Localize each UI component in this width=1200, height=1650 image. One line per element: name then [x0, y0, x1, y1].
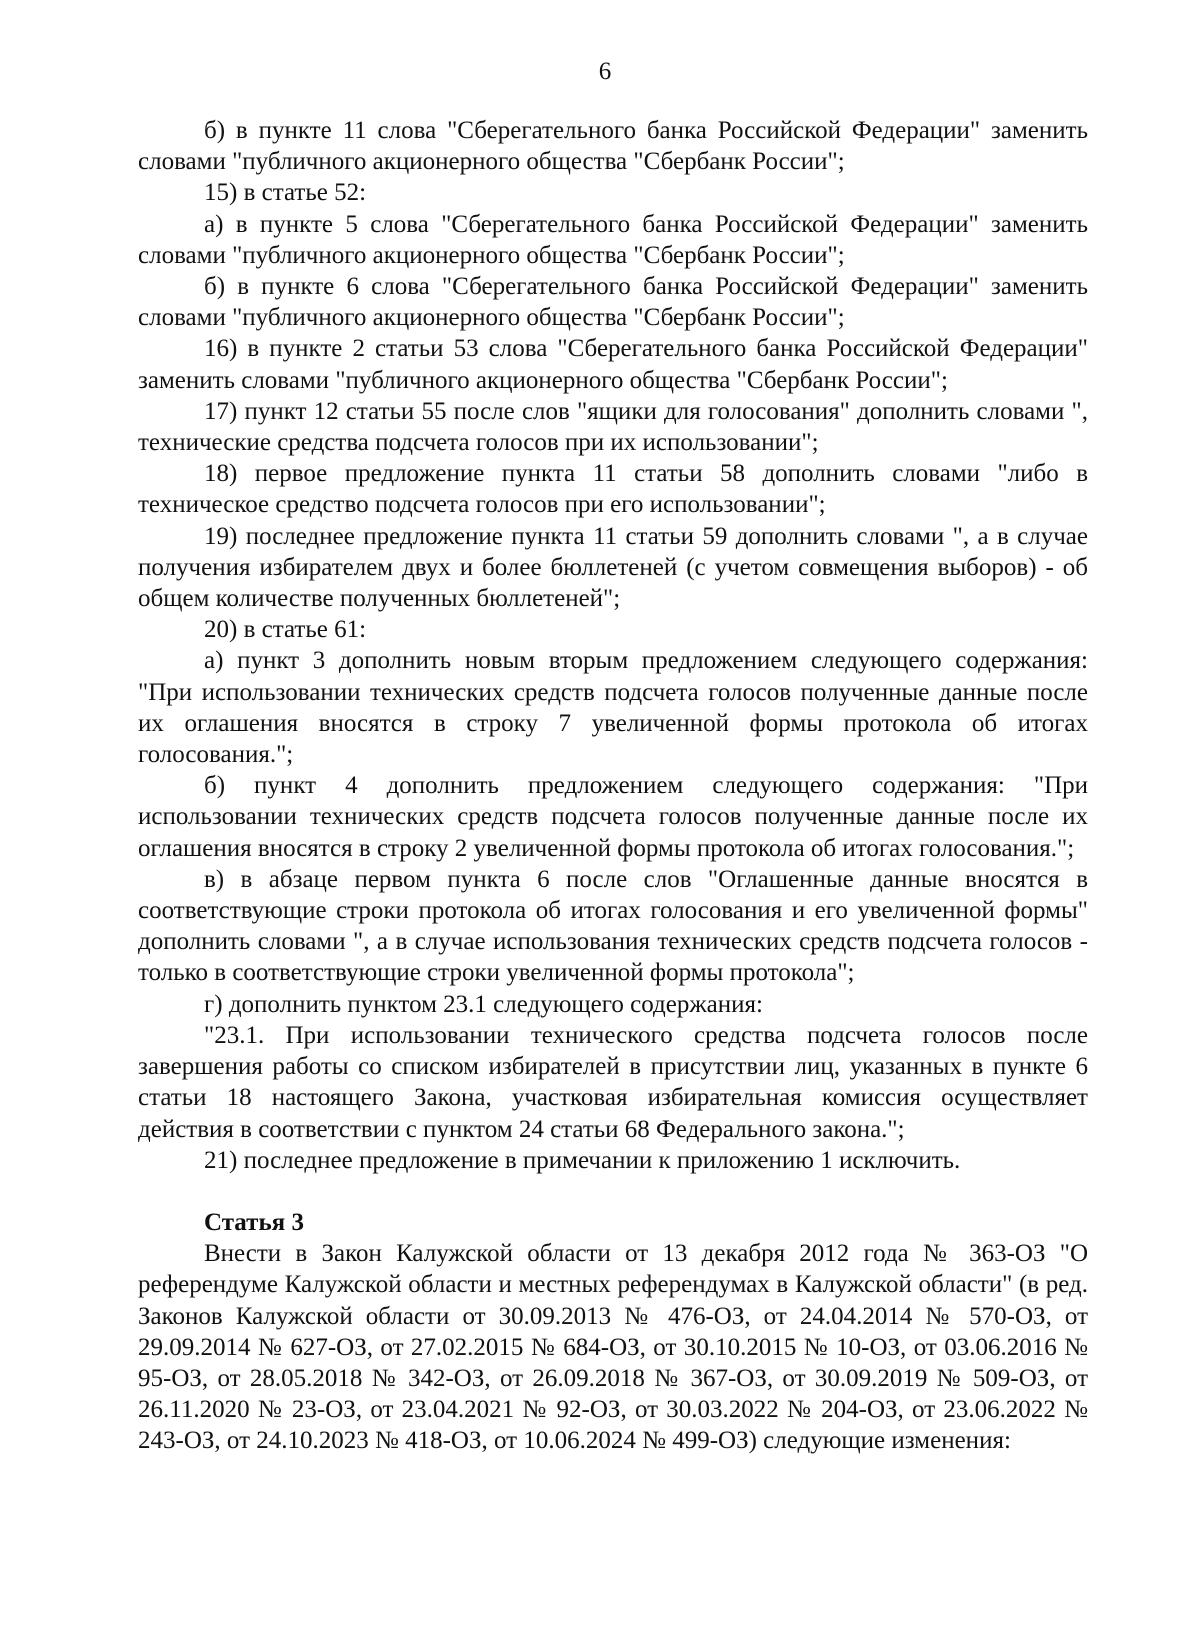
article-paragraph: Внести в Закон Калужской области от 13 декабря 2012 года № 363-ОЗ "О референдуме Калужской области и местных референдумах в Калужской области" (в ред. Законов Калужской области от 30.09.2013 № 476-ОЗ, от 24.04.2014 № 570-ОЗ, от 29.09.2014 № 627-ОЗ, от 27.02.2015 № 684-ОЗ, от 30.10.2015 № 10-ОЗ, от 03.06.2016 № 95-ОЗ, от 28.05.2018 № 342-ОЗ, от 26.09.2018 № 367-ОЗ, от 30.09.2019 № 509-ОЗ, от 26.11.2020 № 23-ОЗ, от 23.04.2021 № 92-ОЗ, от 30.03.2022 № 204-ОЗ, от 23.06.2022 № 243-ОЗ, от 24.10.2023 № 418-ОЗ, от 10.06.2024 № 499-ОЗ) следующие изменения:	[138, 1240, 1088, 1455]
amendment-paragraph: г) дополнить пунктом 23.1 следующего содержания:	[204, 990, 763, 1018]
amendment-paragraph: 18) первое предложение пункта 11 статьи 58 дополнить словами "либо в техническое средство подсчета голосов при его использовании";	[138, 460, 1088, 519]
amendment-paragraph: "23.1. При использовании технического средства подсчета голосов после завершения работы со списком избирателей в присутствии лиц, указанных в пункте 6 статьи 18 настоящего Закона, участковая избирательная комиссия осуществляет действия в соответствии с пунктом 24 статьи 68 Федерального закона.";	[138, 1021, 1088, 1143]
amendment-paragraph: б) в пункте 6 слова "Сберегательного банка Российской Федерации" заменить словами "публичного акционерного общества "Сбербанк России";	[138, 273, 1088, 332]
amendment-paragraph: а) в пункте 5 слова "Сберегательного банка Российской Федерации" заменить словами "публичного акционерного общества "Сбербанк России";	[138, 210, 1088, 269]
amendment-paragraph: 19) последнее предложение пункта 11 статьи 59 дополнить словами ", а в случае получения избирателем двух и более бюллетеней (с учетом совмещения выборов) - об общем количестве полученных бюллетеней";	[138, 522, 1088, 613]
amendment-paragraph: б) в пункте 11 слова "Сберегательного банка Российской Федерации" заменить словами "публичного акционерного общества "Сбербанк России";	[138, 117, 1088, 176]
page-number: 6	[598, 58, 612, 85]
amendment-paragraph: б) пункт 4 дополнить предложением следующего содержания: "При использовании технических средств подсчета голосов полученные данные после их оглашения вносятся в строку 2 увеличенной формы протокола об итогах голосования.";	[138, 772, 1088, 862]
amendment-paragraph: а) пункт 3 дополнить новым вторым предложением следующего содержания: "При использовании технических средств подсчета голосов полученные данные после их оглашения вносятся в строку 7 увеличенной формы протокола об итогах голосования.";	[138, 647, 1088, 769]
amendment-paragraph: 21) последнее предложение в примечании к приложению 1 исключить.	[204, 1146, 961, 1174]
section-spacer	[138, 1176, 1088, 1207]
amendment-paragraph: 20) в статье 61:	[204, 616, 367, 644]
document-body	[138, 115, 1088, 1457]
amendment-paragraph: 17) пункт 12 статьи 55 после слов "ящики для голосования" дополнить словами ", технические средства подсчета голосов при их использовании";	[138, 397, 1088, 457]
amendment-paragraph: в) в абзаце первом пункта 6 после слов "Оглашенные данные вносятся в соответствующие строки протокола об итогах голосования и его увеличенной формы" дополнить словами ", а в случае использования технических средств подсчета голосов - только в соответствующие строки увеличенной формы протокола";	[138, 865, 1088, 987]
amendment-paragraph: 16) в пункте 2 статьи 53 слова "Сберегательного банка Российской Федерации" заменить словами "публичного акционерного общества "Сбербанк России";	[138, 335, 1088, 394]
amendment-paragraph: 15) в статье 52:	[204, 179, 367, 207]
article-heading: Статья 3	[204, 1208, 304, 1236]
